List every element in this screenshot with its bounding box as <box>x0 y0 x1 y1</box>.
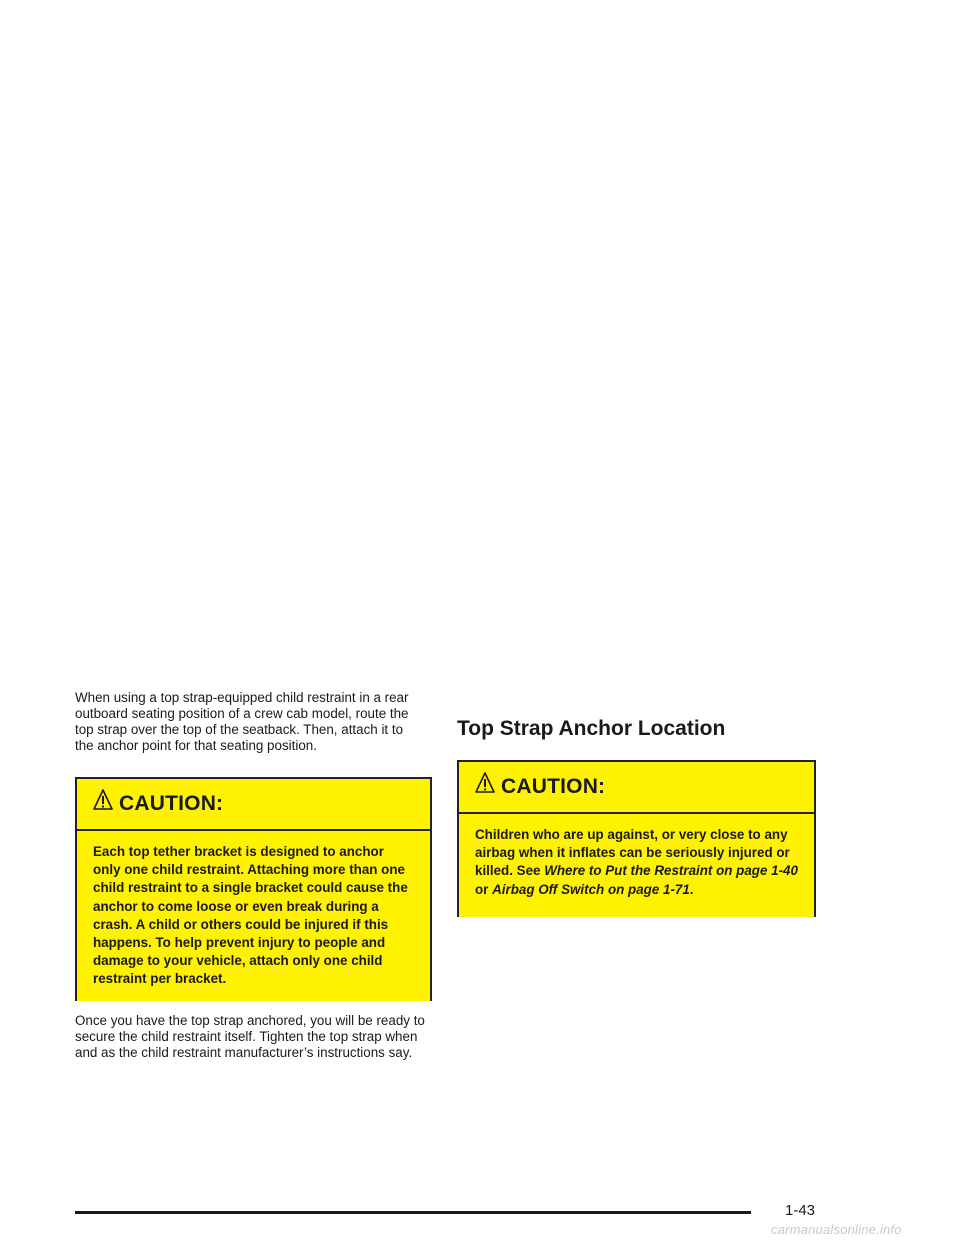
caution-title: CAUTION: <box>119 792 224 815</box>
caution-header <box>459 762 814 814</box>
link-where-to-put-restraint[interactable]: Where to Put the Restraint on page 1-40 <box>544 863 798 879</box>
warning-triangle-icon <box>93 789 113 811</box>
caution-box-tether <box>75 777 432 1001</box>
caution-text-start: Children who are up against, or very close to any airbag when it inflates can be seriously injured or killed. See <box>475 827 790 879</box>
link-airbag-off-switch[interactable]: Airbag Off Switch on page 1-71 <box>492 881 690 897</box>
page-number: 1-43 <box>785 1202 816 1219</box>
watermark-text: carmanualsonline.info <box>771 1222 902 1237</box>
footer-rule <box>75 1211 751 1214</box>
caution-box-airbag <box>457 760 816 917</box>
caution-text: Each top tether bracket is designed to anchor only one child restraint. Attaching more than one child restraint to a single bracket could cause the anchor to come loose or even break during a crash. A child or others could be injured if this happens. To help prevent injury to people and damage to your vehicle, attach only one child restraint per bracket. <box>77 831 430 1001</box>
caution-title: CAUTION: <box>501 775 606 798</box>
intro-paragraph: When using a top strap-equipped child restraint in a rear outboard seating position of a crew cab model, route the top strap over the top of the seatback. Then, attach it to the anchor point for that seating position. <box>75 690 409 753</box>
caution-text-or: or <box>475 881 493 897</box>
section-title: Top Strap Anchor Location <box>457 717 726 740</box>
left-column <box>75 690 432 1061</box>
warning-triangle-icon <box>475 772 495 794</box>
closing-paragraph: Once you have the top strap anchored, you will be ready to secure the child restraint itself. Tighten the top strap when and as the child restraint manufacturer’s instructions say. <box>75 1013 425 1060</box>
caution-text-end: . <box>689 881 694 897</box>
caution-text <box>459 814 814 917</box>
caution-header <box>77 779 430 831</box>
